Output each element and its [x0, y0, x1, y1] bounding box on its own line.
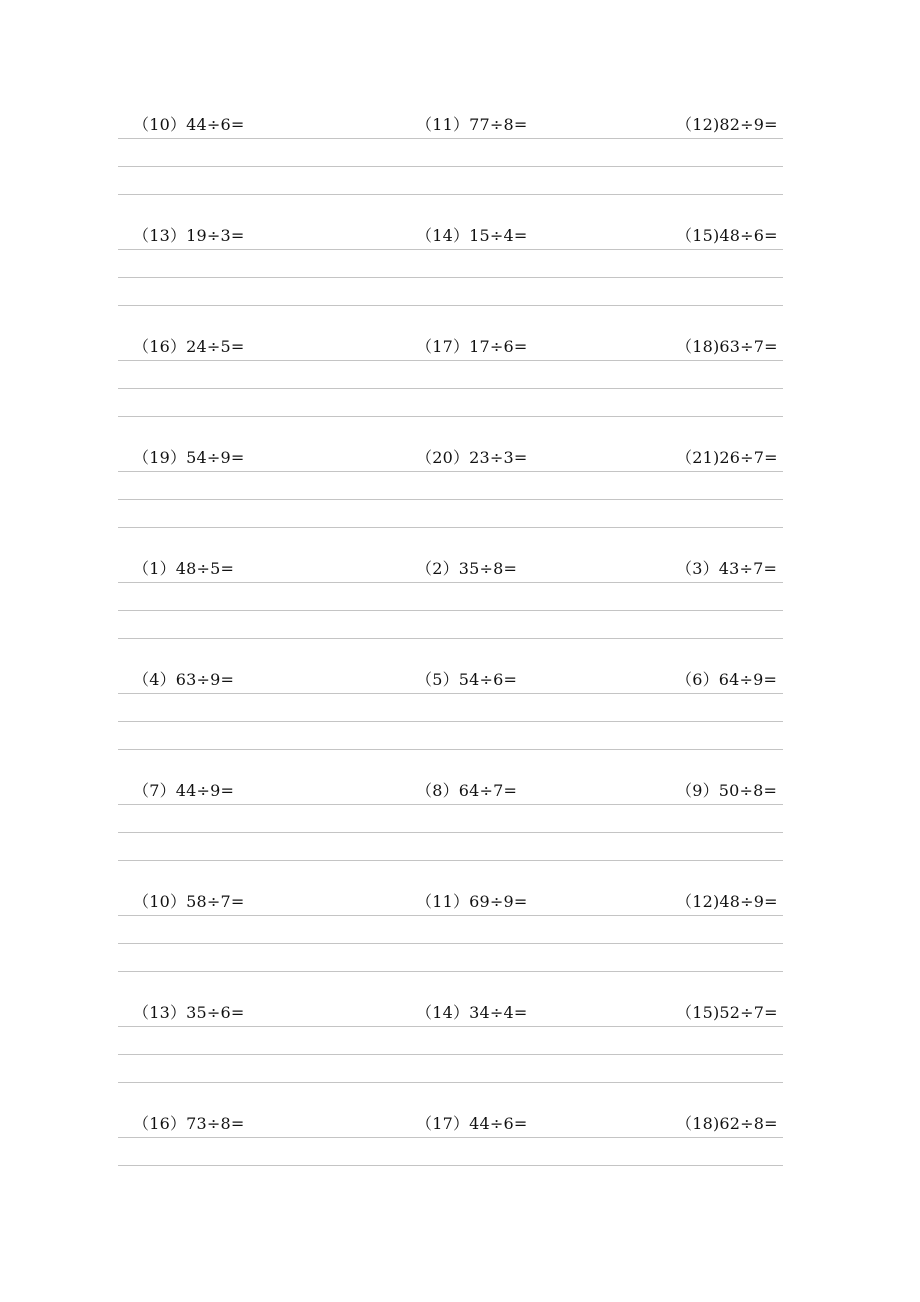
problem: （6）64÷9=	[676, 670, 778, 689]
problem: （3）43÷7=	[676, 559, 778, 578]
problem: （13）19÷3=	[133, 226, 245, 245]
answer-line	[118, 721, 783, 722]
answer-line	[118, 1082, 783, 1083]
answer-line	[118, 305, 783, 306]
answer-line	[118, 971, 783, 972]
problem: （18)63÷7=	[676, 337, 778, 356]
answer-line	[118, 360, 783, 361]
problem: （2）35÷8=	[416, 559, 518, 578]
answer-line	[118, 1026, 783, 1027]
problem: （20）23÷3=	[416, 448, 528, 467]
worksheet	[118, 111, 783, 1221]
answer-line	[118, 860, 783, 861]
problem-row	[118, 999, 783, 1110]
answer-line	[118, 1165, 783, 1166]
answer-line	[118, 693, 783, 694]
problem: （5）54÷6=	[416, 670, 518, 689]
problem: （14）34÷4=	[416, 1003, 528, 1022]
problem: （8）64÷7=	[416, 781, 518, 800]
answer-line	[118, 804, 783, 805]
problem: （9）50÷8=	[676, 781, 778, 800]
problem: （16）24÷5=	[133, 337, 245, 356]
answer-line	[118, 749, 783, 750]
problem-row	[118, 333, 783, 444]
problem: （18)62÷8=	[676, 1114, 778, 1133]
problem: （16）73÷8=	[133, 1114, 245, 1133]
problem: （17）44÷6=	[416, 1114, 528, 1133]
answer-line	[118, 277, 783, 278]
problem: （10）58÷7=	[133, 892, 245, 911]
problem: （21)26÷7=	[676, 448, 778, 467]
problem-row	[118, 1110, 783, 1221]
problem: （4）63÷9=	[133, 670, 235, 689]
answer-line	[118, 582, 783, 583]
answer-line	[118, 471, 783, 472]
problem: （11）77÷8=	[416, 115, 528, 134]
answer-line	[118, 416, 783, 417]
problem: （10）44÷6=	[133, 115, 245, 134]
answer-line	[118, 610, 783, 611]
problem-row	[118, 555, 783, 666]
problem: （11）69÷9=	[416, 892, 528, 911]
answer-line	[118, 915, 783, 916]
problem: （7）44÷9=	[133, 781, 235, 800]
answer-line	[118, 527, 783, 528]
answer-line	[118, 1137, 783, 1138]
answer-line	[118, 832, 783, 833]
problem: （14）15÷4=	[416, 226, 528, 245]
problem: （12)82÷9=	[676, 115, 778, 134]
problem: （13）35÷6=	[133, 1003, 245, 1022]
answer-line	[118, 499, 783, 500]
answer-line	[118, 388, 783, 389]
problem: （15)48÷6=	[676, 226, 778, 245]
problem-row	[118, 222, 783, 333]
problem-row	[118, 111, 783, 222]
problem: （17）17÷6=	[416, 337, 528, 356]
answer-line	[118, 166, 783, 167]
answer-line	[118, 1054, 783, 1055]
answer-line	[118, 943, 783, 944]
answer-line	[118, 249, 783, 250]
problem-row	[118, 777, 783, 888]
problem: （12)48÷9=	[676, 892, 778, 911]
problem-row	[118, 444, 783, 555]
problem: （15)52÷7=	[676, 1003, 778, 1022]
problem-row	[118, 888, 783, 999]
problem: （19）54÷9=	[133, 448, 245, 467]
answer-line	[118, 138, 783, 139]
answer-line	[118, 638, 783, 639]
answer-line	[118, 194, 783, 195]
problem: （1）48÷5=	[133, 559, 235, 578]
problem-row	[118, 666, 783, 777]
